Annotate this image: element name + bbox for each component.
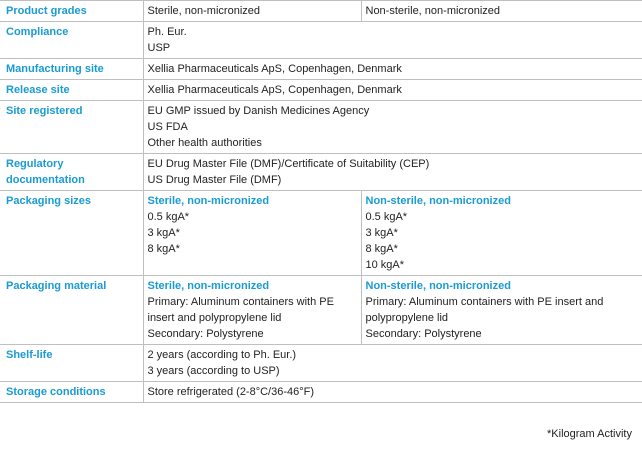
regulatory-documentation-value — [143, 154, 642, 191]
compliance-label: Compliance — [0, 22, 143, 59]
manufacturing-site-value: Xellia Pharmaceuticals ApS, Copenhagen, Denmark — [143, 59, 642, 80]
packaging-sizes-non-sterile-heading: Non-sterile, non-micronized — [365, 195, 511, 207]
shelf-life-label: Shelf-life — [0, 345, 143, 382]
site-registered-line: EU GMP issued by Danish Medicines Agency — [147, 105, 370, 117]
release-site-label: Release site — [0, 80, 143, 101]
packaging-material-sterile — [143, 276, 361, 345]
packaging-size-item: 0.5 kgA* — [147, 211, 190, 223]
row-product-grades — [0, 1, 642, 22]
packaging-size-item: 8 kgA* — [365, 243, 398, 255]
site-registered-line: Other health authorities — [147, 137, 262, 149]
packaging-material-label: Packaging material — [0, 276, 143, 345]
packaging-size-item: 0.5 kgA* — [365, 211, 408, 223]
regulatory-label-line-1: Regulatory — [6, 158, 64, 170]
row-release-site — [0, 80, 642, 101]
manufacturing-site-label: Manufacturing site — [0, 59, 143, 80]
packaging-material-non-sterile — [361, 276, 642, 345]
regulatory-line: EU Drug Master File (DMF)/Certificate of Suitability (CEP) — [147, 158, 430, 170]
site-registered-label: Site registered — [0, 101, 143, 154]
packaging-material-non-sterile-heading: Non-sterile, non-micronized — [365, 280, 511, 292]
row-site-registered — [0, 101, 642, 154]
row-packaging-sizes — [0, 191, 642, 276]
site-registered-line: US FDA — [147, 121, 188, 133]
packaging-size-item: 10 kgA* — [365, 259, 405, 271]
shelf-life-line: 3 years (according to USP) — [147, 365, 280, 377]
packaging-sizes-label: Packaging sizes — [0, 191, 143, 276]
compliance-value — [143, 22, 642, 59]
site-registered-value — [143, 101, 642, 154]
release-site-value: Xellia Pharmaceuticals ApS, Copenhagen, Denmark — [143, 80, 642, 101]
shelf-life-line: 2 years (according to Ph. Eur.) — [147, 349, 297, 361]
row-regulatory-documentation — [0, 154, 642, 191]
row-manufacturing-site — [0, 59, 642, 80]
packaging-material-secondary: Secondary: Polystyrene — [147, 328, 264, 340]
packaging-sizes-sterile-heading: Sterile, non-micronized — [147, 195, 270, 207]
row-shelf-life — [0, 345, 642, 382]
packaging-size-item: 8 kgA* — [147, 243, 180, 255]
row-storage-conditions — [0, 382, 642, 403]
product-grade-sterile: Sterile, non-micronized — [143, 1, 361, 22]
compliance-line: Ph. Eur. — [147, 26, 187, 38]
packaging-material-secondary: Secondary: Polystyrene — [365, 328, 482, 340]
packaging-size-item: 3 kgA* — [147, 227, 180, 239]
packaging-size-item: 3 kgA* — [365, 227, 398, 239]
storage-conditions-label: Storage conditions — [0, 382, 143, 403]
product-grade-non-sterile: Non-sterile, non-micronized — [361, 1, 642, 22]
row-compliance — [0, 22, 642, 59]
packaging-sizes-non-sterile — [361, 191, 642, 276]
regulatory-documentation-label — [0, 154, 143, 191]
product-grades-label: Product grades — [0, 1, 143, 22]
row-packaging-material — [0, 276, 642, 345]
shelf-life-value — [143, 345, 642, 382]
packaging-material-primary: Primary: Aluminum containers with PE insert and polypropylene lid — [147, 296, 334, 324]
compliance-line: USP — [147, 42, 171, 54]
regulatory-line: US Drug Master File (DMF) — [147, 174, 282, 186]
footnote: *Kilogram Activity — [547, 428, 632, 440]
packaging-sizes-sterile — [143, 191, 361, 276]
packaging-material-primary: Primary: Aluminum containers with PE insert and polypropylene lid — [365, 296, 604, 324]
storage-conditions-value: Store refrigerated (2-8°C/36-46°F) — [143, 382, 642, 403]
packaging-material-sterile-heading: Sterile, non-micronized — [147, 280, 270, 292]
regulatory-label-line-2: documentation — [6, 174, 85, 186]
